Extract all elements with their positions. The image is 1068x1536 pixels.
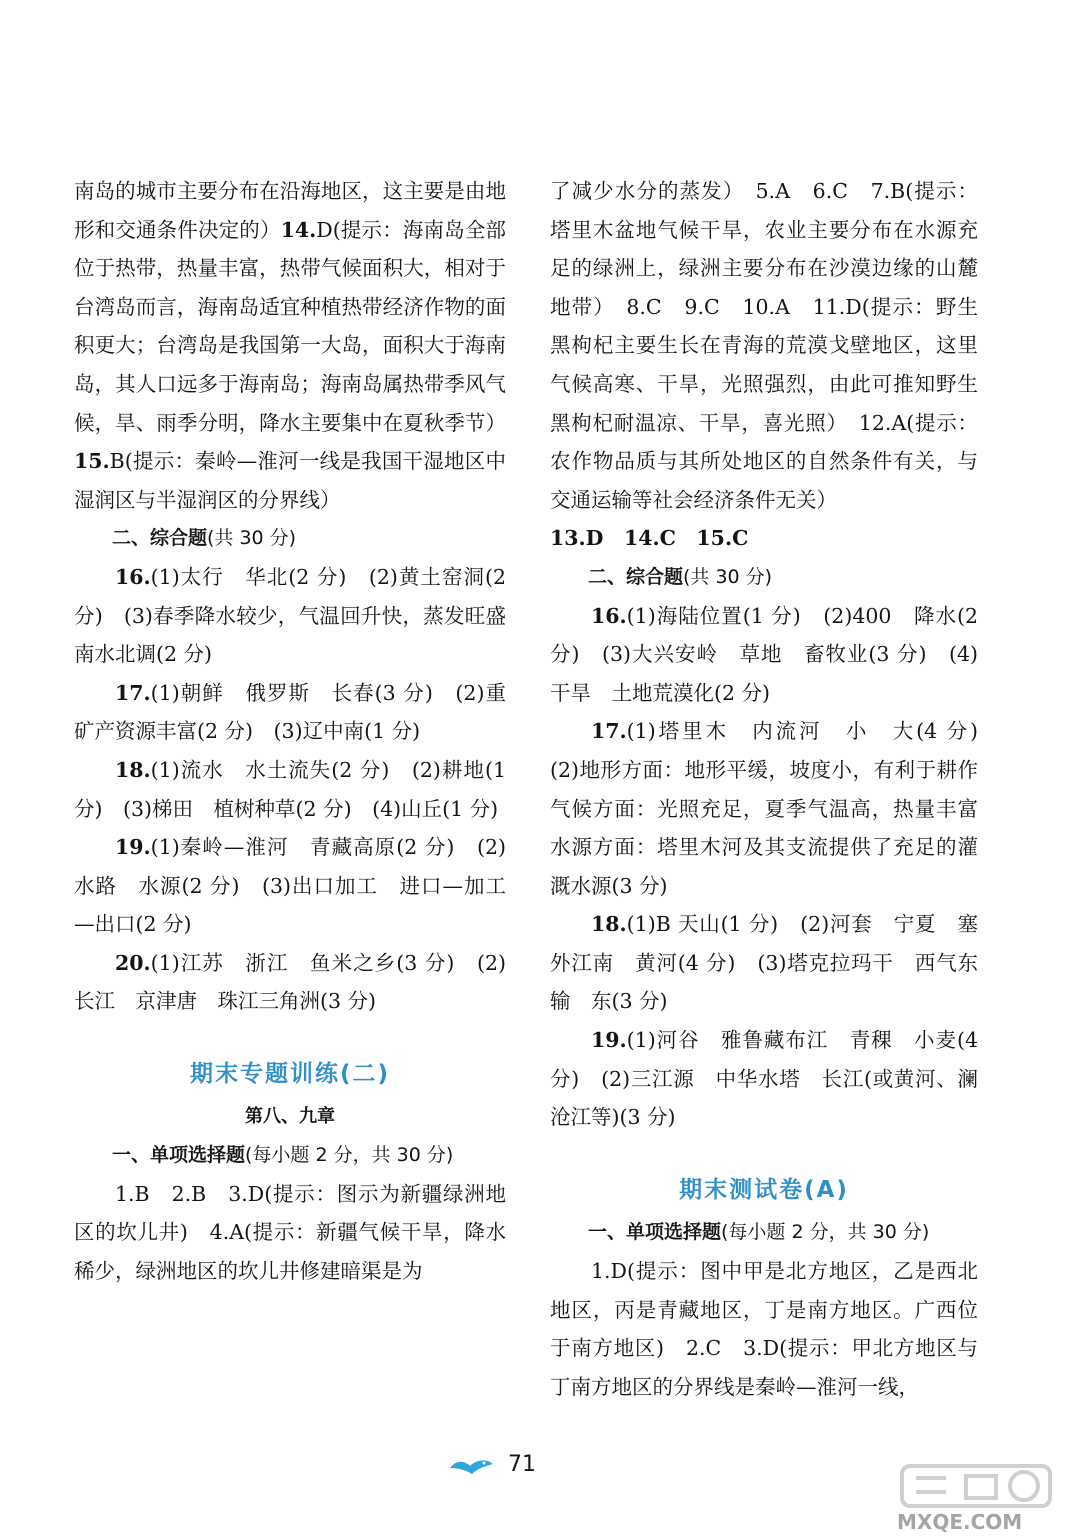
answer-19	[550, 1021, 978, 1137]
question-number: 18.	[591, 912, 627, 937]
bird-icon	[446, 1454, 496, 1480]
question-number: 17.	[115, 680, 151, 705]
question-number: 16.	[591, 603, 627, 628]
multiple-choice-answers: 1.D(提示：图中甲是北方地区，乙是西北地区，丙是青藏地区，丁是南方地区。广西位于南方地区) 2.C 3.D(提示：甲北方地区与丁南方地区的分界线是秦岭—淮河一线，	[550, 1259, 978, 1399]
chapter-title: 第八、九章	[245, 1105, 335, 1127]
text-span: D(提示：海南岛全部位于热带，热量丰富，热带气候面积大，相对于台湾岛而言，海南岛适宜种植热带经济作物的面积更大；台湾岛是我国第一大岛，面积大于海南岛，其人口远多于海南岛；海南岛属热带季风气候，旱、雨季分明，降水主要集中在夏秋季节）	[74, 217, 506, 435]
answer-17	[74, 674, 527, 751]
watermark-url: MXQE.COM	[897, 1510, 1023, 1534]
answer-text: (1)秦岭—淮河 青藏高原(2 分) (2)水路 水源(2 分) (3)出口加工 进口—加工—出口(2 分)	[74, 835, 506, 937]
answer-19	[74, 828, 506, 944]
answer-text: (1)塔里木 内流河 小 大(4 分) (2)地形方面：地形平缓，坡度小，有利于耕作 气候方面：光照充足，夏季气温高，热量丰富 水源方面：塔里木河及其支流提供了充足的灌溉水源(3 分)	[550, 719, 999, 898]
text-span: 南岛的城市主要分布在沿海地区，这主要是由地形和交通条件决定的）	[74, 179, 506, 242]
question-number: 15.	[74, 449, 110, 474]
question-number: 19.	[115, 835, 151, 860]
answer-text: (1)流水 水土流失(2 分) (2)耕地(1 分) (3)梯田 植树种草(2 分) (4)山丘(1 分)	[74, 757, 506, 821]
answer-18	[550, 905, 978, 1021]
part-title: 期末测试卷(A)	[679, 1176, 849, 1203]
question-number: 16.	[115, 564, 151, 589]
question-number: 19.	[591, 1028, 627, 1053]
answer-16	[74, 558, 527, 674]
question-number: 14.	[280, 217, 317, 242]
answer-text: (1)江苏 浙江 鱼米之乡(3 分) (2)长江 京津唐 珠江三角洲(3 分)	[74, 950, 506, 1014]
answer-18	[74, 751, 506, 828]
answer-text: (1)太行 华北(2 分) (2)黄土窑洞(2 分) (3)春季降水较少，气温回升快，蒸发旺盛 南水北调(2 分)	[74, 564, 527, 667]
section-heading	[550, 558, 978, 597]
answer-text: (1)海陆位置(1 分) (2)400 降水(2 分) (3)大兴安岭 草地 畜牧业(3 分) (4)干旱 土地荒漠化(2 分)	[550, 603, 978, 705]
answer-text: (1)朝鲜 俄罗斯 长春(3 分) (2)重 矿产资源丰富(2 分) (3)辽中南(1 分)	[74, 680, 527, 744]
answer-text: (1)B 天山(1 分) (2)河套 宁夏 塞外江南 黄河(4 分) (3)塔克拉玛干 西气东输 东(3 分)	[550, 912, 978, 1014]
section-title: 一、单项选择题	[112, 1144, 246, 1167]
section-note: (共 30 分)	[683, 565, 773, 588]
section-note: (共 30 分)	[207, 527, 297, 550]
text-span: B(提示：秦岭—淮河一线是我国干湿地区中湿润区与半湿润区的分界线）	[74, 449, 506, 512]
right-column	[550, 172, 999, 1406]
part-title: 期末专题训练(二)	[189, 1061, 391, 1088]
left-column	[74, 172, 527, 1291]
section-heading	[550, 1213, 978, 1252]
answer-20	[74, 944, 506, 1021]
section-title: 一、单项选择题	[588, 1221, 722, 1244]
answer-16	[550, 597, 978, 713]
right-paragraph-2: 13.D 14.C 15.C	[550, 526, 749, 551]
question-number: 18.	[115, 757, 151, 782]
answer-17	[550, 712, 999, 905]
question-number: 17.	[591, 719, 627, 744]
section-heading	[74, 1136, 506, 1175]
section-note: (每小题 2 分，共 30 分)	[721, 1221, 930, 1244]
question-number: 20.	[115, 950, 151, 975]
section-note: (每小题 2 分，共 30 分)	[245, 1144, 454, 1167]
section-title: 二、综合题	[112, 527, 208, 550]
section-heading	[74, 519, 506, 558]
section-title: 二、综合题	[588, 565, 684, 588]
page-number: 71	[508, 1452, 536, 1477]
left-paragraph-1	[74, 172, 506, 519]
multiple-choice-answers: 1.B 2.B 3.D(提示：图示为新疆绿洲地区的坎儿井) 4.A(提示：新疆气候干旱，降水稀少，绿洲地区的坎儿井修建暗渠是为	[74, 1181, 506, 1284]
answer-text: (1)河谷 雅鲁藏布江 青稞 小麦(4 分) (2)三江源 中华水塔 长江(或黄河、澜沧江等)(3 分)	[550, 1028, 978, 1130]
right-paragraph-1: 了减少水分的蒸发） 5.A 6.C 7.B(提示：塔里木盆地气候干旱，农业主要分布在水源充足的绿洲上，绿洲主要分布在沙漠边缘的山麓地带） 8.C 9.C 10.A 11.D(提示：野生黑枸杞主要生长在青海的荒漠戈壁地区，这里气候高寒、干旱，光照强烈，由此可推知野生黑枸杞耐温凉、干旱，喜光照） 12.A(提示：农作物品质与其所处地区的自然条件有关，与交通运输等社会经济条件无关）	[550, 179, 978, 512]
